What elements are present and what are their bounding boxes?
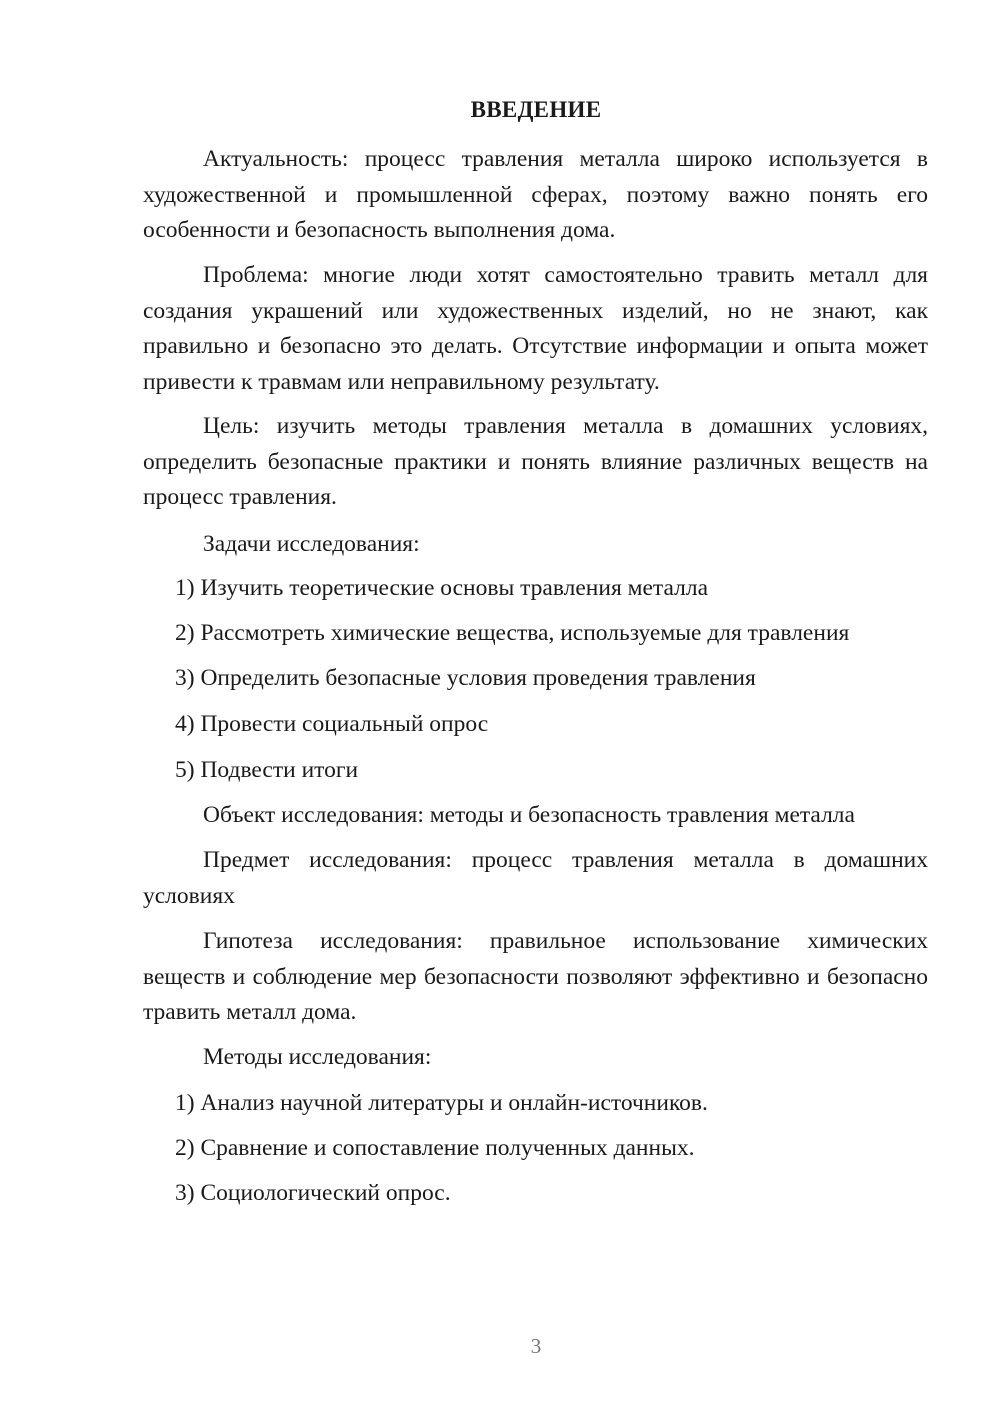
tasks-heading: Задачи исследования:: [203, 531, 420, 557]
task-item-3: 3) Определить безопасные условия проведения травления: [175, 665, 756, 691]
task-item-5: 5) Подвести итоги: [175, 757, 359, 783]
task-item-1: 1) Изучить теоретические основы травления металла: [175, 575, 709, 601]
paragraph-relevance: Актуальность: процесс травления металла широко используется в художественной и промышленной сферах, поэтому важно понять его особенности и безопасность выполнения дома.: [143, 146, 928, 243]
methods-heading: Методы исследования:: [203, 1044, 432, 1070]
paragraph-problem: Проблема: многие люди хотят самостоятельно травить металл для создания украшений или художественных изделий, но не знают, как правильно и безопасно это делать. Отсутствие информации и опыта может привести к травмам или неправильному результату.: [143, 262, 928, 395]
page-title: ВВЕДЕНИЕ: [470, 97, 602, 122]
page-number: 3: [530, 1334, 542, 1358]
paragraph-subject: Предмет исследования: процесс травления металла в домашних условиях: [143, 847, 928, 909]
object-line: Объект исследования: методы и безопасность травления металла: [203, 802, 855, 828]
paragraph-goal: Цель: изучить методы травления металла в домашних условиях, определить безопасные практики и понять влияние различных веществ на процесс травления.: [143, 413, 928, 510]
paragraph-hypothesis: Гипотеза исследования: правильное использование химических веществ и соблюдение мер безопасности позволяют эффективно и безопасно травить металл дома.: [143, 928, 928, 1025]
method-item-1: 1) Анализ научной литературы и онлайн-источников.: [175, 1090, 708, 1116]
task-item-2: 2) Рассмотреть химические вещества, используемые для травления: [175, 620, 850, 646]
method-item-3: 3) Социологический опрос.: [175, 1180, 451, 1206]
method-item-2: 2) Сравнение и сопоставление полученных данных.: [175, 1135, 695, 1161]
task-item-4: 4) Провести социальный опрос: [175, 711, 489, 737]
